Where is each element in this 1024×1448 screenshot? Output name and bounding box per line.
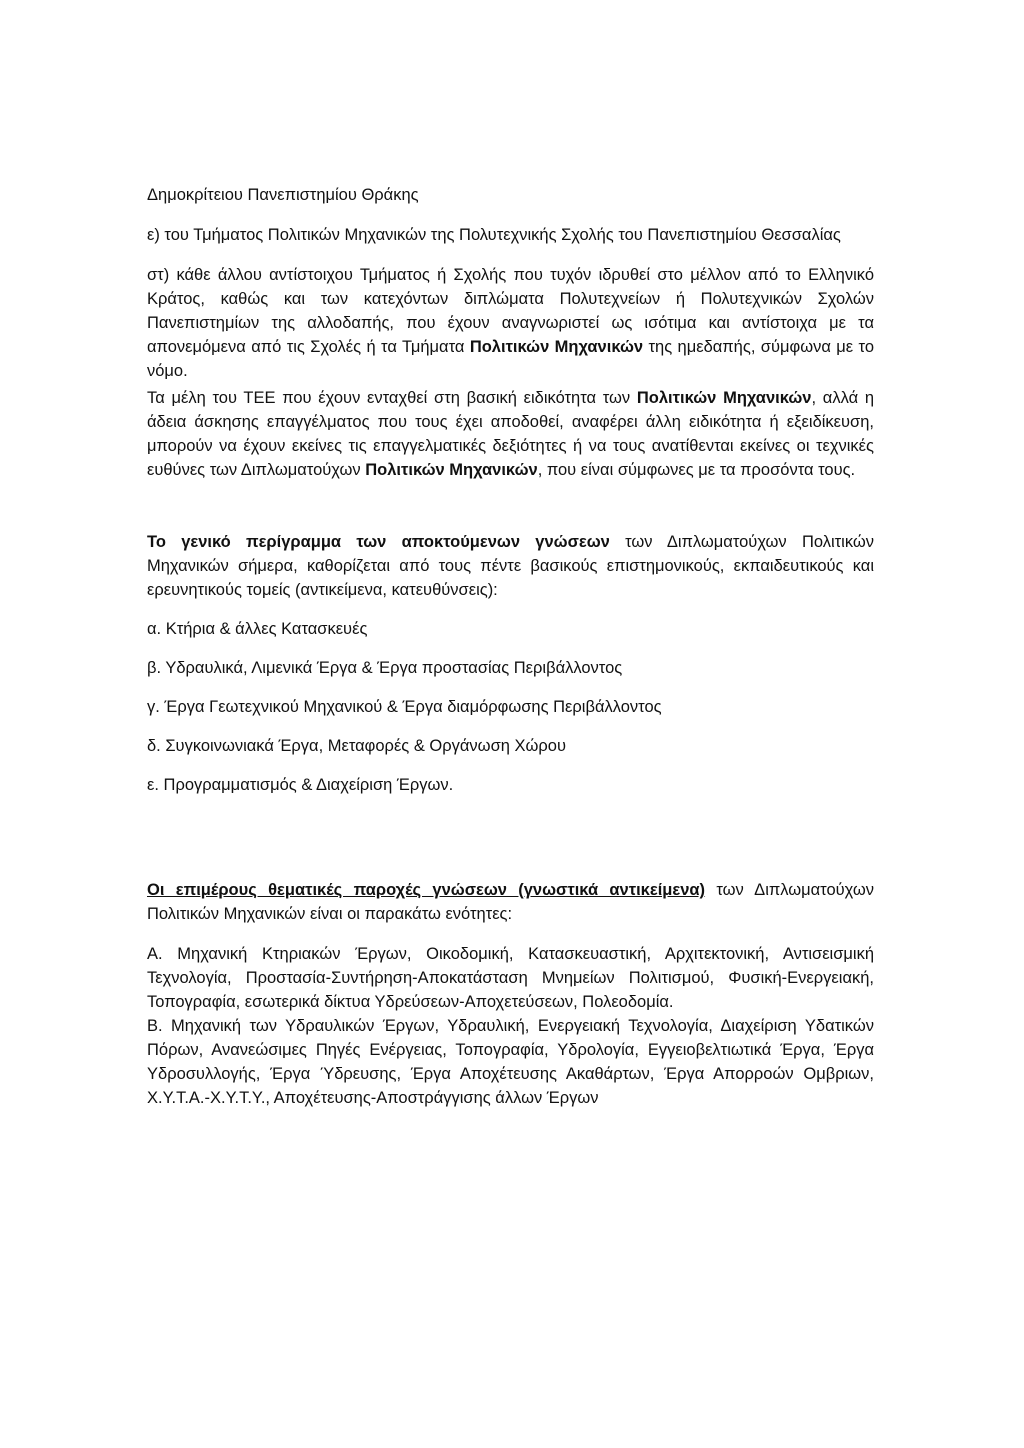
item-e: ε) του Τμήματος Πολιτικών Μηχανικών της Πολυτεχνικής Σχολής του Πανεπιστημίου Θεσσαλίας <box>147 226 841 244</box>
outline-paragraph <box>147 530 874 602</box>
tee-bold-2: Πολιτικών Μηχανικών <box>365 461 538 479</box>
tee-paragraph <box>147 386 874 482</box>
page-header: Δημοκρίτειου Πανεπιστημίου Θράκης <box>147 186 419 204</box>
sector-item: γ. Έργα Γεωτεχνικού Μηχανικού & Έργα διαμόρφωσης Περιβάλλοντος <box>147 698 662 716</box>
outline-bold: Το γενικό περίγραμμα των αποκτούμενων γνώσεων <box>147 533 610 551</box>
tee-text-3: , που είναι σύμφωνες με τα προσόντα τους. <box>537 461 856 479</box>
thematic-underlined: Οι επιμέρους θεματικές παροχές γνώσεων (γνωστικά αντικείμενα) <box>147 881 706 899</box>
thematic-text: των Διπλωματούχων Πολιτικών Μηχανικών είναι οι παρακάτω ενότητες: <box>147 881 875 923</box>
section-b: Β. Μηχανική των Υδραυλικών Έργων, Υδραυλική, Ενεργειακή Τεχνολογία, Διαχείριση Υδατικών Πόρων, Ανανεώσιμες Πηγές Ενέργειας, Τοπογραφία, Υδρολογία, Εγγειοβελτιωτικά Έργα, Έργα Υδροσυλλογής, Έργα Ύδρευσης, Έργα Αποχέτευσης Ακαθάρτων, Έργα Απορροών Ομβριων, Χ.Υ.Τ.Α.-Χ.Υ.Τ.Υ., Αποχέτευσης-Αποστράγγισης άλλων Έργων <box>147 1017 874 1107</box>
item-st-text: στ) κάθε άλλου αντίστοιχου Τμήματος ή Σχολής που τυχόν ιδρυθεί στο μέλλον από το Ελληνικό Κράτος, καθώς και των κατεχόντων διπλώματα Πολυτεχνείων ή Πολυτεχνικών Σχολών Πανεπιστημίων της αλλοδαπής, που έχουν αναγνωριστεί ως ισότιμα και αντίστοιχα με τα απονεμόμενα από τις Σχολές ή τα Τμήματα <box>147 266 874 356</box>
item-st-tail: της ημεδαπής, σύμφωνα με το νόμο. <box>147 338 875 380</box>
tee-bold-1: Πολιτικών Μηχανικών <box>636 389 812 407</box>
sector-item: β. Υδραυλικά, Λιμενικά Έργα & Έργα προστασίας Περιβάλλοντος <box>147 659 623 677</box>
section-a: Α. Μηχανική Κτηριακών Έργων, Οικοδομική, Κατασκευαστική, Αρχιτεκτονική, Αντισεισμική Τεχνολογία, Προστασία-Συντήρηση-Αποκατάσταση Μνημείων Πολιτισμού, Φυσική-Ενεργειακή, Τοπογραφία, εσωτερικά δίκτυα Υδρεύσεων-Αποχετεύσεων, Πολεοδομία. <box>147 945 874 1011</box>
sector-item: α. Κτήρια & άλλες Κατασκευές <box>147 620 368 638</box>
tee-text-2: , αλλά η άδεια άσκησης επαγγέλματος που τους έχει αποδοθεί, αναφέρει άλλη ειδικότητα ή εξειδίκευση, μπορούν να έχουν εκείνες τις επαγγελματικές δεξιότητες ή να τους ανατίθενται εκείνες οι τεχνικές ευθύνες των Διπλωματούχων <box>147 389 875 479</box>
sector-item: ε. Προγραμματισμός & Διαχείριση Έργων. <box>147 776 454 794</box>
item-st <box>147 263 874 383</box>
sector-item: δ. Συγκοινωνιακά Έργα, Μεταφορές & Οργάνωση Χώρου <box>147 737 566 755</box>
tee-text-1: Τα μέλη του ΤΕΕ που έχουν ενταχθεί στη βασική ειδικότητα των <box>147 389 637 407</box>
outline-text: των Διπλωματούχων Πολιτικών Μηχανικών σήμερα, καθορίζεται από τους πέντε βασικούς επιστημονικούς, εκπαιδευτικούς και ερευνητικούς τομείς (αντικείμενα, κατευθύνσεις): <box>147 533 874 599</box>
item-st-bold: Πολιτικών Μηχανικών <box>469 338 644 356</box>
thematic-paragraph <box>147 878 874 926</box>
